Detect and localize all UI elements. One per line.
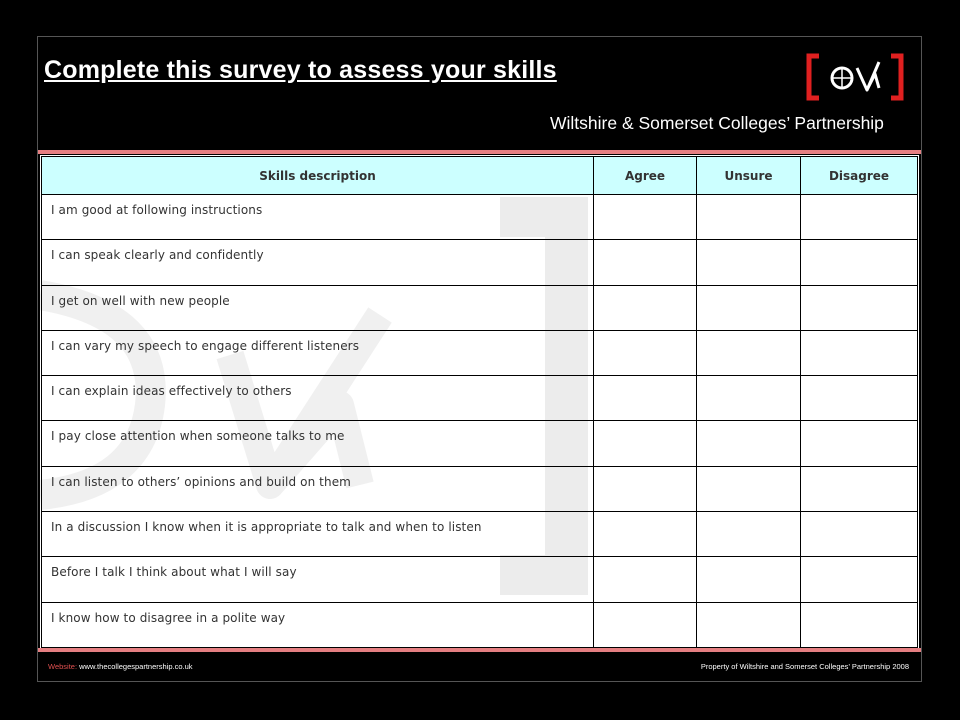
page-title: Complete this survey to assess your skills — [44, 56, 557, 84]
unsure-cell[interactable] — [697, 330, 801, 375]
disagree-cell[interactable] — [801, 602, 918, 647]
disagree-cell[interactable] — [801, 466, 918, 511]
table-row — [42, 376, 918, 421]
column-header-disagree: Disagree — [801, 157, 918, 195]
skill-description: I can explain ideas effectively to others — [42, 376, 594, 421]
skill-description: I can speak clearly and confidently — [42, 240, 594, 285]
skill-description: I am good at following instructions — [42, 195, 594, 240]
website-link[interactable]: www.thecollegespartnership.co.uk — [79, 662, 193, 671]
table-row — [42, 602, 918, 647]
unsure-cell[interactable] — [697, 602, 801, 647]
skill-description: Before I talk I think about what I will say — [42, 557, 594, 602]
table-row — [42, 466, 918, 511]
table-row — [42, 195, 918, 240]
disagree-cell[interactable] — [801, 512, 918, 557]
column-header-unsure: Unsure — [697, 157, 801, 195]
table-header-row — [42, 157, 918, 195]
table-row — [42, 512, 918, 557]
skill-description: I know how to disagree in a polite way — [42, 602, 594, 647]
unsure-cell[interactable] — [697, 557, 801, 602]
unsure-cell[interactable] — [697, 512, 801, 557]
disagree-cell[interactable] — [801, 285, 918, 330]
table-row — [42, 421, 918, 466]
footer — [48, 662, 914, 671]
property-notice: Property of Wiltshire and Somerset Colleges’ Partnership 2008 — [700, 662, 909, 671]
agree-cell[interactable] — [594, 240, 697, 285]
table-row — [42, 557, 918, 602]
disagree-cell[interactable] — [801, 557, 918, 602]
agree-cell[interactable] — [594, 285, 697, 330]
agree-cell[interactable] — [594, 512, 697, 557]
bottom-divider — [38, 648, 921, 652]
survey-area — [40, 155, 919, 648]
unsure-cell[interactable] — [697, 285, 801, 330]
table-row — [42, 285, 918, 330]
website-label: Website: — [48, 662, 78, 671]
column-header-skills: Skills description — [42, 157, 594, 195]
skills-table — [41, 156, 918, 648]
disagree-cell[interactable] — [801, 330, 918, 375]
agree-cell[interactable] — [594, 466, 697, 511]
table-row — [42, 330, 918, 375]
skill-description: I can vary my speech to engage different listeners — [42, 330, 594, 375]
disagree-cell[interactable] — [801, 195, 918, 240]
unsure-cell[interactable] — [697, 421, 801, 466]
unsure-cell[interactable] — [697, 466, 801, 511]
column-header-agree: Agree — [594, 157, 697, 195]
unsure-cell[interactable] — [697, 376, 801, 421]
agree-cell[interactable] — [594, 602, 697, 647]
partnership-logo — [805, 52, 905, 102]
agree-cell[interactable] — [594, 376, 697, 421]
top-divider — [38, 150, 921, 154]
unsure-cell[interactable] — [697, 195, 801, 240]
skill-description: I get on well with new people — [42, 285, 594, 330]
skill-description: In a discussion I know when it is appropriate to talk and when to listen — [42, 512, 594, 557]
disagree-cell[interactable] — [801, 240, 918, 285]
table-row — [42, 240, 918, 285]
unsure-cell[interactable] — [697, 240, 801, 285]
agree-cell[interactable] — [594, 557, 697, 602]
agree-cell[interactable] — [594, 421, 697, 466]
skill-description: I pay close attention when someone talks to me — [42, 421, 594, 466]
partnership-name: Wiltshire & Somerset Colleges’ Partnership — [550, 113, 884, 133]
skill-description: I can listen to others’ opinions and build on them — [42, 466, 594, 511]
agree-cell[interactable] — [594, 195, 697, 240]
agree-cell[interactable] — [594, 330, 697, 375]
disagree-cell[interactable] — [801, 376, 918, 421]
disagree-cell[interactable] — [801, 421, 918, 466]
